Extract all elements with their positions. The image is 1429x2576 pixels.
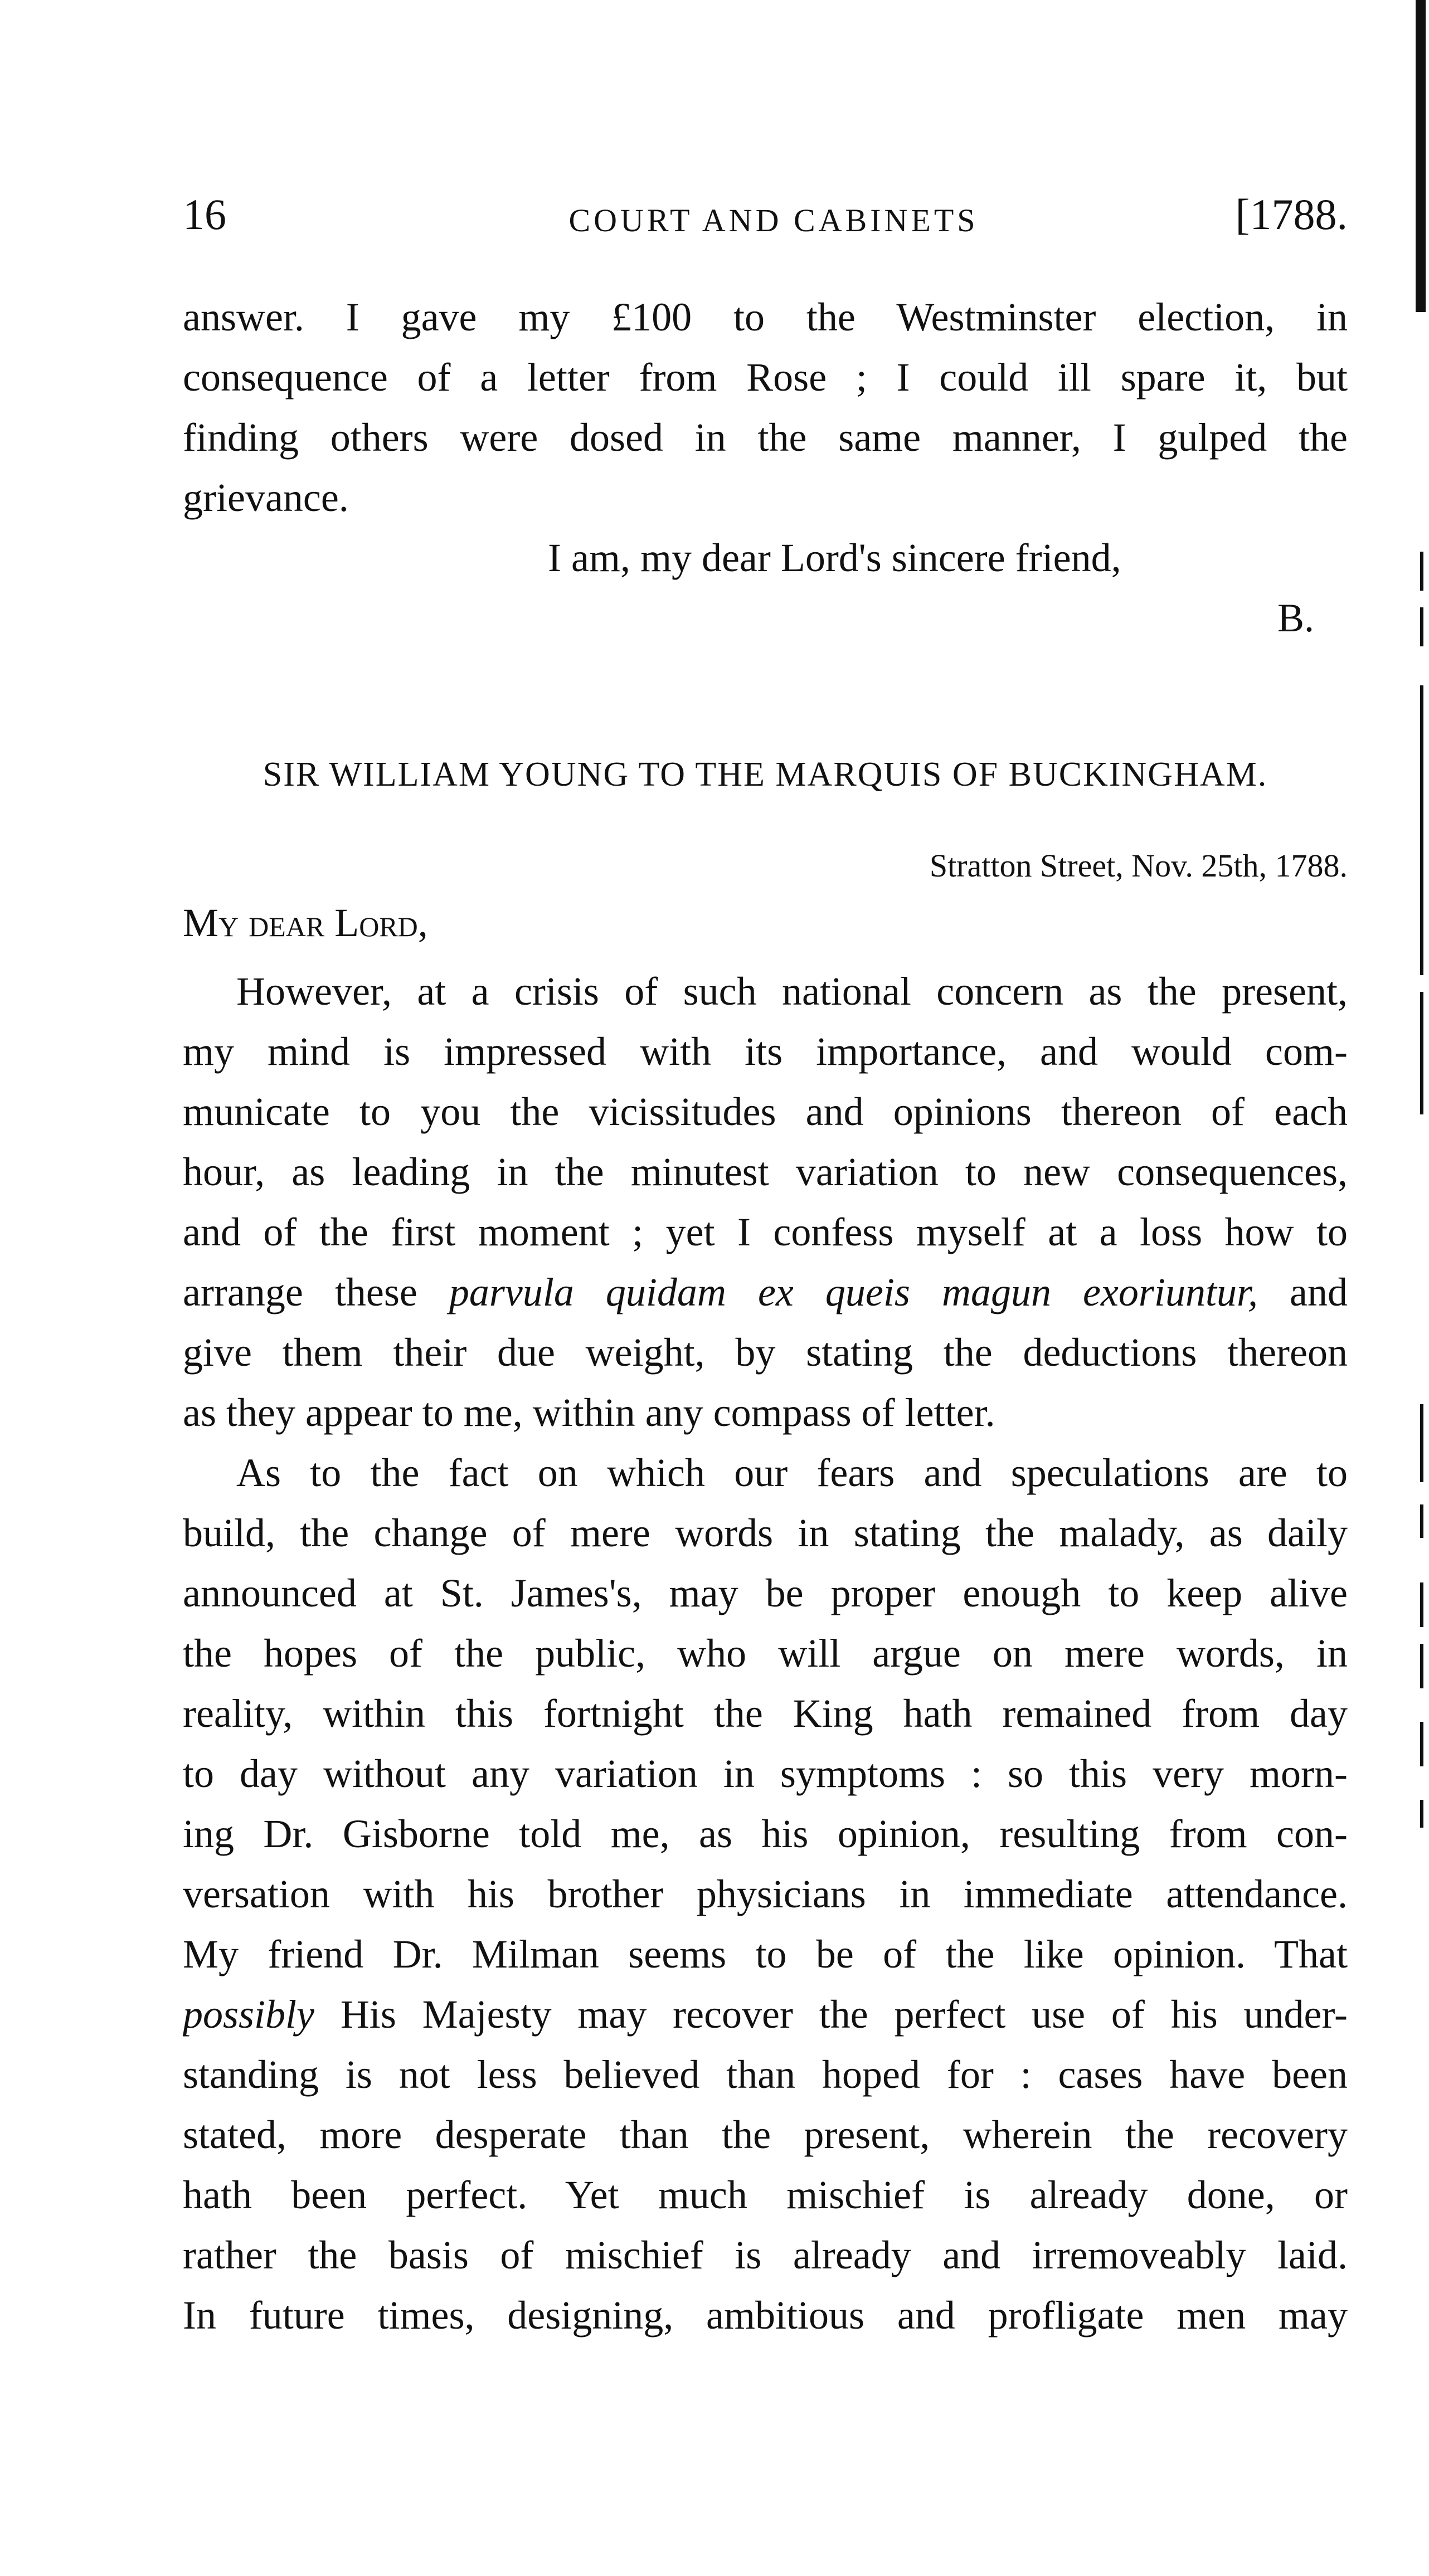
text-line: However, at a crisis of such national concern as the present, [236, 969, 1348, 1014]
letter-body [183, 961, 1348, 2345]
text-line: as they appear to me, within any compass of letter. [183, 1390, 995, 1435]
scan-edge-mark [1420, 1582, 1423, 1627]
page-number: 16 [183, 190, 226, 238]
text-line: to day without any variation in symptoms : so this very morn- [183, 1751, 1348, 1796]
text-line: hour, as leading in the minutest variation to new consequences, [183, 1150, 1348, 1194]
letter-salutation: My dear Lord, [183, 900, 428, 945]
text-line: municate to you the vicissitudes and opinions thereon of each [183, 1089, 1348, 1134]
letter-signature: B. [1277, 596, 1314, 640]
text-line: rather the basis of mischief is already and irremoveably laid. [183, 2233, 1348, 2277]
text-line: announced at St. James's, may be proper enough to keep alive [183, 1571, 1348, 1615]
running-year: [1788. [1235, 190, 1348, 238]
text-line: My friend Dr. Milman seems to be of the like opinion. That [183, 1932, 1348, 1976]
previous-letter-text [183, 287, 1348, 528]
scan-edge-mark [1420, 992, 1423, 1114]
text-line: build, the change of mere words in stating the malady, as daily [183, 1511, 1348, 1555]
text-fragment: and [1257, 1270, 1348, 1314]
scan-edge-mark [1420, 1504, 1423, 1538]
text-line: versation with his brother physicians in immediate attendance. [183, 1872, 1348, 1916]
text-line: stated, more desperate than the present, wherein the recovery [183, 2112, 1348, 2157]
text-line-with-italic [183, 1984, 1348, 2044]
text-line: consequence of a letter from Rose ; I could ill spare it, but [183, 355, 1348, 400]
text-line: and of the first moment ; yet I confess myself at a loss how to [183, 1210, 1348, 1254]
text-line: ing Dr. Gisborne told me, as his opinion, resulting from con- [183, 1812, 1348, 1856]
scan-edge-mark [1420, 1404, 1423, 1482]
scan-edge-mark [1420, 1800, 1423, 1828]
text-line: In future times, designing, ambitious and profligate men may [183, 2293, 1348, 2338]
text-line: reality, within this fortnight the King hath remained from day [183, 1691, 1348, 1736]
text-line: hath been perfect. Yet much mischief is already done, or [183, 2173, 1348, 2217]
letter-closing: I am, my dear Lord's sincere friend, [548, 535, 1121, 580]
text-line: my mind is impressed with its importance, and would com- [183, 1029, 1348, 1074]
text-line: the hopes of the public, who will argue on mere words, in [183, 1631, 1348, 1676]
text-fragment: His Majesty may recover the perfect use of his under- [314, 1992, 1348, 2037]
scan-edge-mark [1420, 607, 1423, 646]
running-title: COURT AND CABINETS [568, 202, 979, 238]
running-head [183, 189, 1348, 251]
letter-dateline: Stratton Street, Nov. 25th, 1788. [929, 848, 1348, 884]
scan-edge-mark [1420, 1722, 1423, 1766]
scan-edge-mark [1420, 552, 1423, 591]
text-fragment: arrange these [183, 1270, 449, 1314]
text-line: standing is not less believed than hoped for : cases have been [183, 2052, 1348, 2097]
text-line: As to the fact on which our fears and speculations are to [236, 1450, 1348, 1495]
text-line: give them their due weight, by stating the deductions thereon [183, 1330, 1348, 1375]
text-line: finding others were dosed in the same manner, I gulped the [183, 415, 1348, 460]
text-line-with-italic [183, 1262, 1348, 1322]
latin-phrase: parvula quidam ex queis magun exoriuntur, [449, 1270, 1258, 1314]
letter-heading: SIR WILLIAM YOUNG TO THE MARQUIS OF BUCKINGHAM. [263, 756, 1268, 793]
text-line: answer. I gave my £100 to the Westminster election, in [183, 295, 1348, 339]
scan-edge-mark [1416, 0, 1426, 312]
scan-edge-mark [1420, 685, 1423, 975]
emphasis-word: possibly [183, 1992, 315, 2037]
text-line: grievance. [183, 475, 349, 520]
scan-edge-mark [1420, 1644, 1423, 1688]
